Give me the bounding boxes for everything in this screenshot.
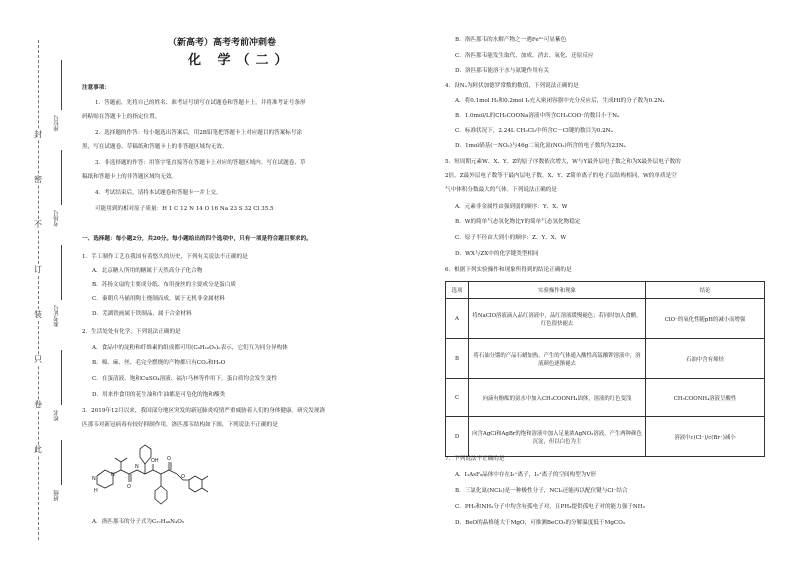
seal-char: 只 — [34, 355, 42, 364]
seal-char: 密 — [34, 175, 42, 184]
svg-text:H: H — [94, 488, 98, 494]
table-cell: A — [446, 299, 469, 339]
series-title: （新高考）高考考前冲刺卷 — [168, 38, 277, 48]
option: B．苏扬文扇的主要成分纸、布用蚕丝的主要成分是蛋白质 — [92, 282, 236, 288]
seat-number-line[interactable] — [61, 60, 62, 110]
question-stem: 1．手工制作工艺在我国有着悠久的历史，下列有关说法不正确的是 — [82, 254, 248, 260]
svg-text:O: O — [181, 474, 185, 480]
question-stem: 6．根据下列实验操作和现象所得到的结论正确的是 — [445, 267, 572, 273]
table-cell: C — [446, 379, 469, 417]
table-cell: 石油中含有烯烃 — [646, 339, 765, 379]
class-line[interactable] — [61, 440, 62, 485]
notice-line: 码粘贴在答题卡上的指定位置。 — [82, 114, 161, 120]
question-stem: 气中体积分数最大的气体。下列说法正确的是 — [445, 187, 557, 193]
atomic-mass-line: 可能用到的相对原子质量：H 1 C 12 N 14 O 16 Na 23 S 32 Cl 35.5 — [95, 206, 274, 212]
seal-char: 订 — [34, 265, 42, 274]
table-cell: 溶液中c(Cl⁻)/c(Br⁻)减小 — [646, 417, 765, 457]
option: B．W的简单气态氢化物比Y的简单气态氢化物稳定 — [455, 219, 581, 225]
svg-text:OH: OH — [151, 458, 159, 464]
question-stem: 7．下列说法不正确的是 — [445, 456, 505, 462]
binding-dash-line — [38, 40, 39, 540]
table-cell: 将石油分馏的产品石蜡加热，产生的气体通入酸性高锰酸钾溶液中，溶液颜色逐渐褪去 — [469, 339, 646, 379]
option: B．三氯化氮(NCl₃)是一种极性分子，NCl₃还能再以配位键与Cl⁻结合 — [455, 488, 628, 494]
table-row — [446, 417, 765, 457]
option: A．洛匹那韦的分子式为C₃₇H₄₈N₄O₅ — [92, 519, 185, 525]
option: A．元素非金属性由强到弱的顺序：Y、X、W — [455, 204, 568, 210]
svg-text:N: N — [111, 472, 115, 478]
option: C．标准状况下，2.24L CH₂Cl₂中所含C－Cl键的数目为0.2Nₐ — [455, 128, 613, 134]
option: C．在蛋清液、饱和CuSO₄溶液、福尔马林等作用下，蛋白质均会发生变性 — [92, 376, 278, 382]
subject-title: 化 学（二） — [188, 53, 294, 68]
table-row — [446, 299, 765, 339]
option: D．洛匹那韦能溶于水与氨键作用有关 — [455, 68, 549, 74]
class-label: 班级 — [54, 490, 60, 501]
table-cell: 将NaClO溶液滴入品红溶液中，品红溶液缓慢褪色；若同时加入食醋，红色很快褪去 — [469, 299, 646, 339]
exam-room-line[interactable] — [61, 150, 62, 205]
seal-char: 卷 — [34, 400, 42, 409]
table-header: 实验操作和现象 — [469, 282, 646, 299]
question-stem: 5．短周期元素W、X、Y、Z的原子序数依次增大，W与Y最外层电子数之和为X最外层电子数的 — [445, 159, 681, 165]
option: D．芜湖铁画属于铁制品，属于合金材料 — [92, 311, 192, 317]
table-header: 结论 — [646, 282, 765, 299]
notice-line: 2．选择题的作答：每小题选出答案后，用2B铅笔把答题卡上对应题目的答案标号涂 — [95, 130, 303, 136]
svg-text:N: N — [135, 464, 139, 470]
option: A．北京糖人所用的糖属于天然高分子化合物 — [92, 268, 203, 274]
table-cell: 向滴有酚酞的氨水中加入CH₃COONH₄固体，溶液的红色变浅 — [469, 379, 646, 417]
name-label: 姓名 — [54, 410, 60, 421]
question-stem: 2．生活处处有化学，下列说法正确的是 — [82, 329, 181, 335]
table-row — [446, 379, 765, 417]
seal-char: 此 — [34, 445, 42, 454]
seal-char: 装 — [34, 310, 42, 319]
option: C．洛匹那韦能发生取代、加成、消去、氧化、还原反应 — [455, 53, 594, 59]
table-row — [446, 339, 765, 379]
option: D．BeO的晶格能大于MgO，可推测BeCO₃的分解温度低于MgCO₃ — [455, 520, 626, 526]
name-line[interactable] — [61, 350, 62, 405]
question-stem: 2倍，Z最外层电子数等于最内层电子数，X、Y、Z简单离子的电子层结构相同，W的单质是空 — [445, 173, 677, 179]
option: A．I₃AsF₆晶体中存在I₃⁺离子，I₃⁺离子的空间构型为V形 — [455, 472, 597, 478]
admission-number-label: 准考证号 — [54, 305, 60, 327]
notice-line: 黑，写在试题卷、草稿纸和答题卡上的非答题区域均无效。 — [82, 144, 228, 150]
seal-char: 封 — [34, 130, 42, 139]
question-stem: 3．2019年12月以来，我国部分地区突发的新冠肺炎疫情严重威胁着人们的身体健康。研究发现洛 — [82, 408, 326, 414]
table-cell: B — [446, 339, 469, 379]
admission-number-line[interactable] — [61, 245, 62, 300]
notice-line: 稿纸和答题卡上的非答题区域均无效。 — [82, 174, 178, 180]
table-cell: ClO⁻的氧化性随pH的减小而增强 — [646, 299, 765, 339]
notice-line: 3．非选择题的作答：用签字笔直接答在答题卡上对应的答题区域内。写在试题卷、草 — [95, 160, 306, 166]
seat-number-label: 座位号 — [54, 115, 60, 132]
question-stem: 4．设Nₐ为阿伏加德罗常数的数值，下列说法正确的是 — [445, 83, 579, 89]
option: D．WX与ZX中的化学键类型相同 — [455, 251, 539, 257]
lopinavir-structure-diagram — [85, 436, 220, 514]
svg-text:N: N — [92, 476, 96, 482]
option: B．洛匹那韦的水解产物之一遇Fe³⁺可显紫色 — [455, 37, 567, 43]
option: A．将0.1mol H₂和0.2mol I₂充入密闭容器中充分反应后，生成HI的分子数为0.2Nₐ — [455, 98, 665, 104]
svg-text:O: O — [127, 484, 131, 490]
option: A．食品中的淀粉和纤维素的组成都可用(C₆H₁₀O₅)ₙ表示，它们互为同分异构体 — [92, 345, 288, 351]
table-header: 选项 — [446, 282, 469, 299]
notice-line: 1．答题前，先将自己的姓名、准考证号填写在试题卷和答题卡上，并将准考证号条形 — [95, 100, 306, 106]
option: D．用来作食用的花生油和牛油都是可皂化的饱和酯类 — [92, 392, 226, 398]
svg-text:O: O — [167, 456, 171, 462]
section-heading: 一、选择题：每小题2分，共20分。每小题给出的四个选项中，只有一项是符合题目要求的。 — [82, 236, 312, 242]
table-cell: CH₃COONH₄溶液呈酸性 — [646, 379, 765, 417]
table-header-row — [446, 282, 765, 299]
question-stem: 匹那韦对新冠病毒有较好抑制作用，洛匹那韦结构如下图，下列说法不正确的是 — [82, 422, 278, 428]
experiment-table — [445, 281, 765, 457]
option: B．1.0mol/L的CH₃COONa溶液中所含CH₃COO⁻的数目小于Nₐ — [455, 113, 620, 119]
table-cell: 向含AgCl和AgBr的饱和溶液中加入足量浓AgNO₃溶液，产生两种颜色沉淀，但以白色为主 — [469, 417, 646, 457]
option: D．1mol硝基(－NO₂)与46g二氧化氮(NO₂)所含的电子数均为23Nₐ — [455, 143, 626, 149]
seal-char: 不 — [34, 220, 42, 229]
option: C．原子半径由大到小的顺序：Z、Y、X、W — [455, 235, 567, 241]
notice-line: 4．考试结束后，请将本试题卷和答题卡一并上交。 — [95, 190, 222, 196]
exam-room-label: 考场号 — [54, 210, 60, 227]
table-cell: D — [446, 417, 469, 457]
option: B．棉、麻、丝、毛完全燃烧的产物都只有CO₂和H₂O — [92, 360, 226, 366]
option: C．秦朝兵马俑用陶土烧制而成，属于无机非金属材料 — [92, 296, 225, 302]
notice-heading: 注意事项： — [82, 85, 110, 91]
option: C．PH₃和NH₃分子中均含有孤电子对，且PH₃提供孤电子对的能力强于NH₃ — [455, 504, 645, 510]
